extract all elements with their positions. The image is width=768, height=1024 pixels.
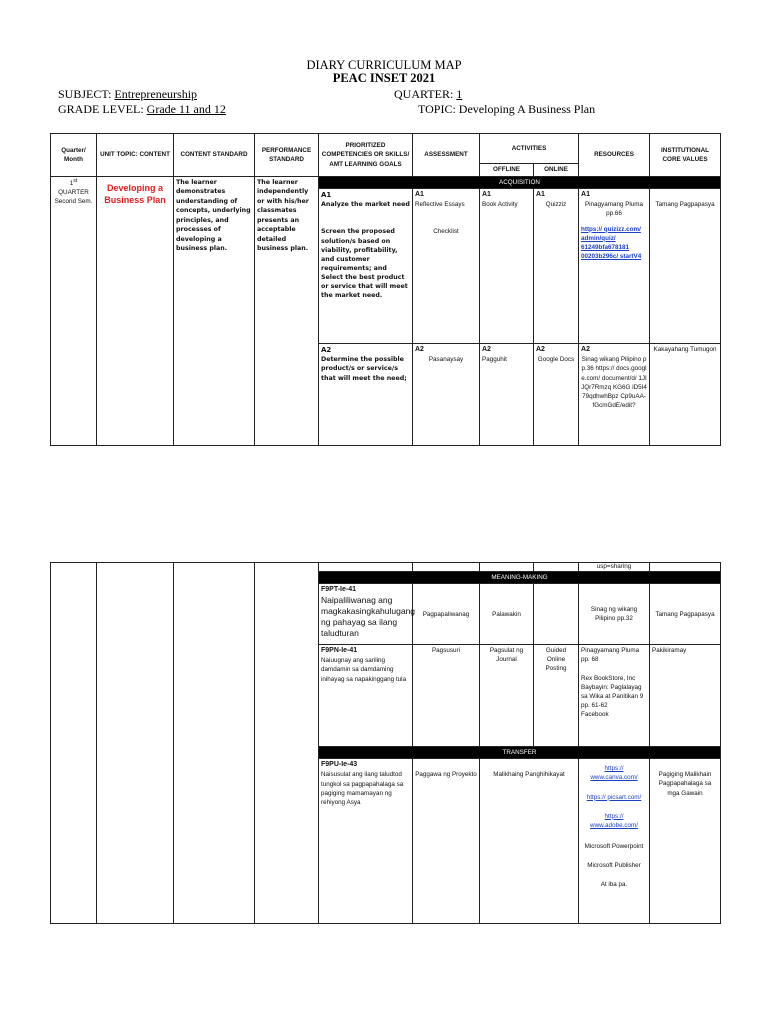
subject-value: Entrepreneurship	[114, 87, 198, 101]
m1-assessment: Pagpapaliwanag	[422, 610, 470, 618]
a1-competency-2: Screen the proposed solution/s based on viability, profitability, and customer requirements; and Select the best product or service that will meet the market need.	[321, 228, 408, 300]
m2-offline: Pagsulat ng Journal	[489, 647, 524, 664]
t1-offline: Malikhaing Panghihikayat	[493, 771, 565, 779]
a2-res-code: A2	[581, 346, 590, 354]
a2-resources-cell	[579, 344, 650, 446]
a2-online-activity: Google Docs	[537, 356, 575, 364]
a1-online-cell	[534, 189, 579, 344]
res-publisher: Microsoft Publisher	[587, 862, 641, 869]
a2-offline-activity: Pagguhit	[482, 356, 507, 364]
res-others: At iba pa.	[600, 881, 628, 889]
a1-online-code: A1	[536, 191, 545, 199]
subject-label: SUBJECT:	[58, 87, 115, 101]
a2-competency-cell	[319, 344, 413, 446]
spacer	[581, 870, 647, 880]
header-activities: ACTIVITIES	[480, 134, 579, 164]
quarter-line	[394, 87, 462, 102]
curriculum-map-table-page1	[50, 133, 721, 446]
quarter-cell	[51, 177, 97, 446]
t1-values: Pagiging Malikhain Pagpapahalaga sa mga Gawain	[658, 771, 712, 797]
res-powerpoint: Microsoft Powerpoint	[584, 842, 644, 850]
performance-standard-cell	[255, 177, 319, 446]
header-quarter-month: Quarter/ Month	[51, 134, 97, 177]
t1-assessment-cell	[413, 759, 480, 924]
a2-values-cell	[650, 344, 721, 446]
header-resources: RESOURCES	[579, 134, 650, 177]
p2-performance-standard-cell	[255, 563, 319, 924]
spacer	[581, 783, 647, 793]
a1-offline-cell	[480, 189, 534, 344]
a1-assessment-2: Checklist	[433, 228, 459, 236]
curriculum-map-table-page2	[50, 562, 721, 924]
header-performance-standard: PERFORMANCE STANDARD	[255, 134, 319, 177]
spacer	[321, 209, 410, 227]
t1-assessment: Paggawa ng Proyekto	[415, 771, 477, 779]
m1-resources: Sinag ng wikang Pilipino pp.32	[590, 606, 638, 623]
a1-values: Tamang Pagpapasya	[655, 201, 715, 209]
header-competencies: PRIORITIZED COMPETENCIES OR SKILLS/ AMT LEARNING GOALS	[319, 134, 413, 177]
grade-label: GRADE LEVEL:	[58, 102, 147, 116]
p2-top-values	[650, 563, 721, 572]
a2-online-cell	[534, 344, 579, 446]
a2-code: A2	[321, 346, 332, 355]
header-assessment: ASSESSMENT	[413, 134, 480, 177]
unit-topic-text: Developing a Business Plan	[104, 183, 166, 206]
p2-top-online	[534, 563, 579, 572]
performance-standard-text: The learner independently or with his/her classmates presents an acceptable detailed business plan.	[257, 179, 309, 253]
a2-offline-cell	[480, 344, 534, 446]
a1-assess-code: A1	[415, 191, 424, 199]
header-online: ONLINE	[534, 164, 579, 177]
a2-values: Kakayahang Tumugon	[653, 346, 717, 354]
topic-line: TOPIC: Developing A Business Plan	[418, 102, 596, 116]
spacer	[581, 851, 647, 861]
spacer	[415, 209, 477, 227]
m1-values-cell	[650, 584, 721, 645]
m2-competency: Naiuugnay ang sariling damdamin sa damdaming inihayag sa napakinggang tula	[321, 657, 407, 683]
spacer	[581, 830, 647, 842]
m2-offline-cell	[480, 645, 534, 747]
quarter-superscript: st	[73, 178, 78, 184]
a2-online-code: A2	[536, 346, 545, 354]
spacer	[581, 802, 647, 812]
header-offline: OFFLINE	[480, 164, 534, 177]
p2-top-competency	[319, 563, 413, 572]
band-acquisition: ACQUISITION	[319, 177, 721, 189]
m2-assessment: Pagsusuri	[431, 647, 460, 655]
content-standard-text: The learner demonstrates understanding of concepts, underlying principles, and processes of developing a business plan.	[176, 179, 251, 253]
m2-resources: Pinagyamang Pluma pp. 68 Rex BookStore, Inc Baybayin: Paglalayag sa Wika at Panitikan 9 pp. 61-62 Facebook	[581, 647, 644, 718]
m1-assessment-cell	[413, 584, 480, 645]
m1-values: Tamang Pagpapasya	[655, 610, 715, 618]
m1-online-cell	[534, 584, 579, 645]
grade-line	[58, 102, 226, 117]
t1-values-cell	[650, 759, 721, 924]
canva-link[interactable]: https:// www.canva.com/	[590, 765, 638, 782]
band-meaning-making: MEANING-MAKING	[319, 572, 721, 584]
a2-assessment: Pasanaysay	[428, 356, 464, 364]
a1-competency-1: Analyze the market need	[321, 201, 410, 209]
m1-resources-cell	[579, 584, 650, 645]
t1-competency: Naisusulat ang ilang taludtod tungkol sa pagpapahalaga sa pagiging mamamayan ng rehiyong Asya	[321, 771, 404, 806]
a1-assessment-cell	[413, 189, 480, 344]
a1-values-cell	[650, 189, 721, 344]
grade-value: Grade 11 and 12	[146, 102, 226, 116]
quarter-value: 1	[456, 87, 463, 101]
a1-code: A1	[321, 191, 332, 200]
document-subtitle: PEAC INSET 2021	[332, 71, 436, 85]
a1-competency-cell	[319, 189, 413, 344]
p2-unit-topic-cell	[97, 563, 174, 924]
document-title: DIARY CURRICULUM MAP	[306, 58, 462, 72]
a2-offline-code: A2	[482, 346, 491, 354]
m1-offline: Palawakin	[492, 610, 521, 618]
usp-sharing: usp=sharing	[596, 563, 632, 570]
p2-top-offline	[480, 563, 534, 572]
m1-competency: Naipaliliwanag ang magkakasingkahulugang ng pahayag sa ilang taludturan	[321, 595, 416, 639]
m2-values: Pakikiramay	[652, 647, 687, 655]
a1-online-activity: Quizziz	[545, 201, 567, 209]
a2-assessment-cell	[413, 344, 480, 446]
t1-code: F9PU-Ie-43	[321, 761, 358, 769]
p2-content-standard-cell	[174, 563, 255, 924]
content-standard-cell	[174, 177, 255, 446]
t1-activity-cell	[480, 759, 579, 924]
m2-online: Guided Online Posting	[545, 647, 567, 673]
a2-resources: Sinag wikang Pilipino pp.36 https:// docs.google.com/ document/d/ 1JIJQr7Rmzq KG6G lD5I479qdhwhBpz Cp9uAA- fGcmGdE/edit?	[581, 356, 647, 409]
p2-quarter-cell	[51, 563, 97, 924]
header-unit-topic: UNIT TOPIC: CONTENT	[97, 134, 174, 177]
band-transfer: TRANSFER	[319, 747, 721, 759]
m2-resources-cell	[579, 645, 650, 747]
m2-values-cell	[650, 645, 721, 747]
a1-res-code: A1	[581, 191, 590, 199]
quarter-number: 1st	[69, 178, 78, 188]
t1-resources-cell	[579, 759, 650, 924]
picsart-link[interactable]: https:// picsart.com/	[586, 793, 642, 801]
p2-usp-cell	[579, 563, 650, 572]
header-content-standard: CONTENT STANDARD	[174, 134, 255, 177]
a1-offline-activity: Book Activity	[482, 201, 518, 209]
a1-resource-book: Pinagyamang Pluma pp.66	[584, 201, 644, 218]
m2-online-cell	[534, 645, 579, 747]
t1-competency-cell	[319, 759, 413, 924]
p2-top-assessment	[413, 563, 480, 572]
m1-competency-cell	[319, 584, 416, 645]
adobe-link[interactable]: https:// www.adobe.com/	[590, 812, 638, 829]
a1-offline-code: A1	[482, 191, 491, 199]
m2-code: F9PN-Ie-41	[321, 647, 358, 655]
a2-assess-code: A2	[415, 346, 424, 354]
subject-line	[58, 87, 197, 102]
unit-topic-cell	[97, 177, 174, 446]
a1-resources-cell	[579, 189, 650, 344]
header-core-values: INSTITUTIONAL CORE VALUES	[650, 134, 721, 177]
m1-code: F9PT-Ie-41	[321, 586, 357, 594]
quarter-label: QUARTER:	[394, 87, 457, 101]
m2-competency-cell	[319, 645, 413, 747]
a2-competency: Determine the possible product/s or service/s that will meet the need;	[321, 356, 407, 382]
m1-offline-cell	[480, 584, 534, 645]
quarter-text: QUARTER Second Sem.	[54, 189, 93, 206]
a1-assessment-1: Reflective Essays	[415, 201, 465, 209]
m2-assessment-cell	[413, 645, 480, 747]
a1-resource-link[interactable]: https:// quizizz.com/ admin/quiz/ 61249bfa678181 00203b296c/ startV4	[581, 225, 642, 260]
